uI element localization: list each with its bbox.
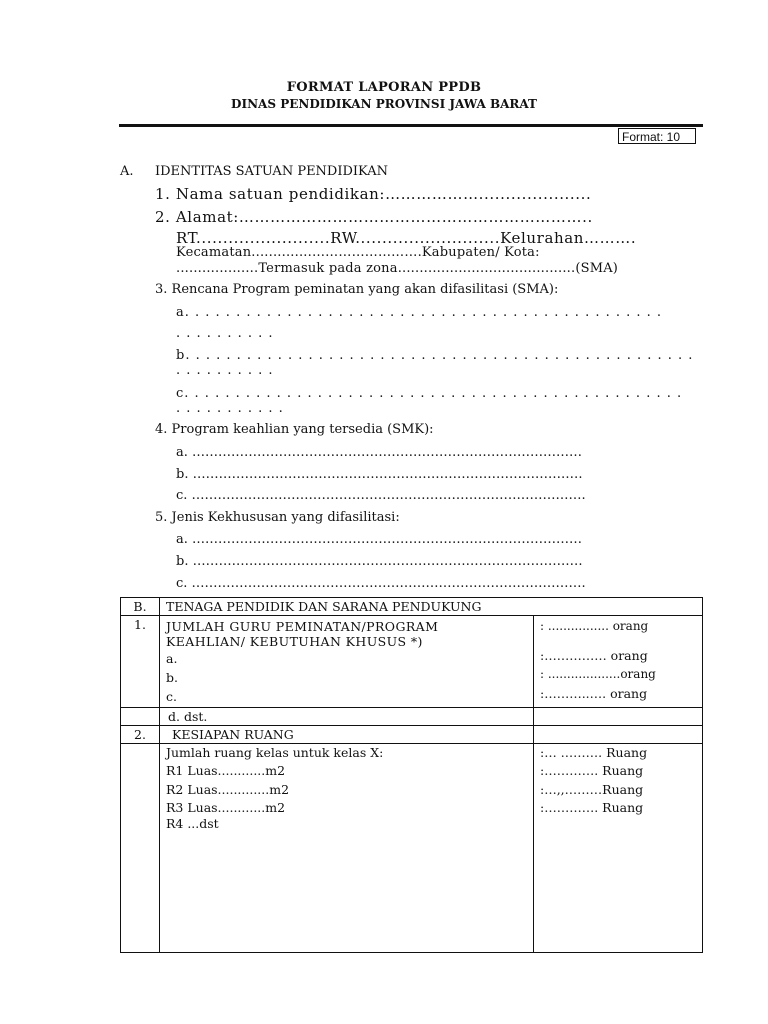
row-2-label: KESIAPAN RUANG xyxy=(160,726,534,744)
row-1-value-b: : ...................orang xyxy=(540,667,656,681)
row-1-value-cell xyxy=(534,616,703,708)
row-1-value-a: :…………… orang xyxy=(540,648,648,663)
table-row xyxy=(121,616,703,708)
item-3-c-cont: . . . . . . . . . . . xyxy=(176,401,284,416)
section-b-letter: B. xyxy=(121,598,160,616)
row-dst-value xyxy=(534,708,703,726)
section-a-letter: A. xyxy=(120,164,134,179)
item-5-kekhususan: 5. Jenis Kekhususan yang difasilitasi: xyxy=(155,510,400,525)
item-3-b: b. . . . . . . . . . . . . . . . . . . . . . . . . . . . . . . . . . . . . . . . . . . . . . . . . . xyxy=(176,348,694,363)
row-2-detail-number xyxy=(121,744,160,953)
row-1-label-cell xyxy=(160,616,534,708)
item-5-b: b. ……………………………………………………………………………… xyxy=(176,554,583,569)
item-4-program-keahlian: 4. Program keahlian yang tersedia (SMK): xyxy=(155,422,434,437)
row-1-value-c: :………..…. orang xyxy=(540,686,648,701)
alamat-field: 2. Alamat:………………………………………………………….. xyxy=(155,208,593,226)
row-2-number: 2. xyxy=(121,726,160,744)
row-dst-number xyxy=(121,708,160,726)
row-2-value-header xyxy=(534,726,703,744)
row-1-item-a: a. xyxy=(166,651,178,666)
row-2-value-r1: :…………. Ruang xyxy=(540,763,644,778)
header-divider xyxy=(119,124,703,127)
section-b-table xyxy=(120,597,703,953)
kecamatan-kabupaten-field: Kecamatan..............…………………….Kabupaten/ Kota: xyxy=(176,245,540,260)
section-b-title: TENAGA PENDIDIK DAN SARANA PENDUKUNG xyxy=(160,598,703,616)
item-5-a: a. ……………………………………………………………………………… xyxy=(176,532,583,547)
row-2-jumlah: Jumlah ruang kelas untuk kelas X: xyxy=(166,745,384,760)
row-2-value-jumlah: :… ………. Ruang xyxy=(540,745,648,760)
row-1-number: 1. xyxy=(121,616,160,708)
row-2-r1: R1 Luas............m2 xyxy=(166,763,286,778)
row-2-r4: R4 ...dst xyxy=(166,816,219,831)
item-4-c: c. ………………………………………………………………………………. xyxy=(176,488,586,503)
zona-field: ...................Termasuk pada zona.........................................(SMA) xyxy=(176,261,619,276)
row-1-label-line1: JUMLAH GURU PEMINATAN/PROGRAM xyxy=(166,619,439,634)
row-2-detail-cell xyxy=(160,744,534,953)
rt-rw-kelurahan-field: RT.........................RW...........................Kelurahan………. xyxy=(176,229,637,247)
nama-satuan-field: 1. Nama satuan pendidikan:………………..................... xyxy=(155,185,592,203)
format-number-box: Format: 10 xyxy=(618,128,696,144)
row-2-value-r2: :…,,………Ruang xyxy=(540,782,644,797)
document-title: FORMAT LAPORAN PPDB xyxy=(286,80,482,95)
row-1-value-main: : ................ orang xyxy=(540,619,649,633)
section-a-title: IDENTITAS SATUAN PENDIDIKAN xyxy=(155,164,388,179)
item-3-a: a. . . . . . . . . . . . . . . . . . . . . . . . . . . . . . . . . . . . . . . . . . . . . . . xyxy=(176,305,663,320)
table-row xyxy=(121,708,703,726)
section-b-header-row xyxy=(121,598,703,616)
row-1-label-line2: KEAHLIAN/ KEBUTUHAN KHUSUS *) xyxy=(166,634,423,649)
item-3-c: c. . . . . . . . . . . . . . . . . . . . . . . . . . . . . . . . . . . . . . . . . . . . . . . . . xyxy=(176,386,683,401)
item-3-a-cont: . . . . . . . . . . xyxy=(176,326,274,341)
item-3-peminatan: 3. Rencana Program peminatan yang akan difasilitasi (SMA): xyxy=(155,282,559,297)
row-2-r2: R2 Luas.............m2 xyxy=(166,782,290,797)
row-2-value-r3: :…………. Ruang xyxy=(540,800,644,815)
item-5-c: c. ………………………………………………………………………………. xyxy=(176,576,586,591)
row-1-item-c: c. xyxy=(166,689,177,704)
table-row xyxy=(121,744,703,953)
item-3-b-cont: . . . . . . . . . . xyxy=(176,363,274,378)
row-1-item-b: b. xyxy=(166,670,178,685)
document-subtitle: DINAS PENDIDIKAN PROVINSI JAWA BARAT xyxy=(231,97,537,111)
row-2-value-cell xyxy=(534,744,703,953)
row-2-r3: R3 Luas............m2 xyxy=(166,800,286,815)
table-row xyxy=(121,726,703,744)
row-1-dst: d. dst. xyxy=(160,708,534,726)
item-4-a: a. ……………………………………………………………………………… xyxy=(176,445,583,460)
item-4-b: b. ……………………………………………………………………………… xyxy=(176,467,583,482)
